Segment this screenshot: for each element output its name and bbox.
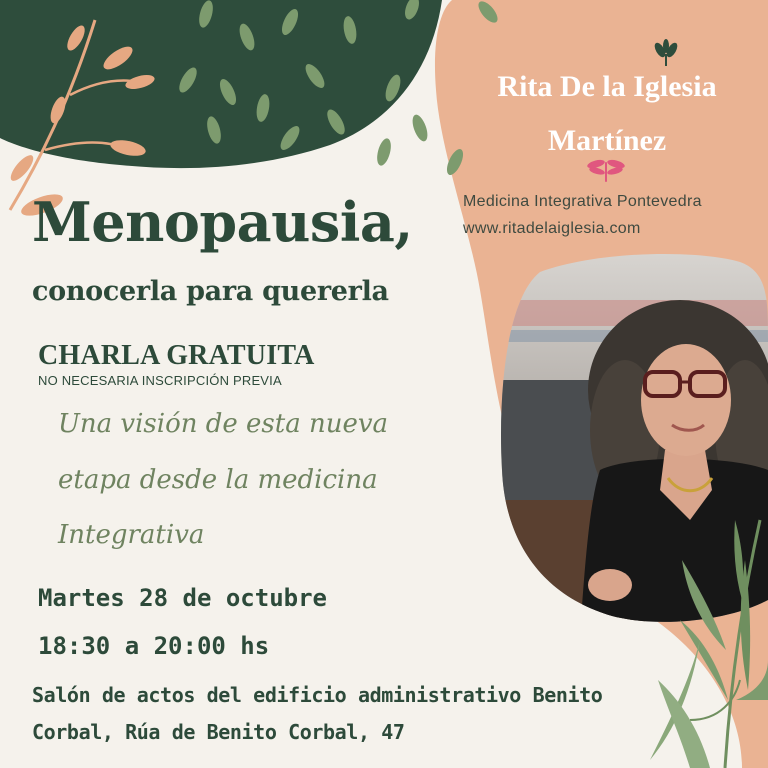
event-time: 18:30 a 20:00 hs: [38, 632, 270, 660]
vision-line: Una visión de esta nueva: [58, 409, 389, 439]
vision-line: Integrativa: [58, 520, 205, 550]
portrait-photo: [495, 245, 768, 635]
author-specialty: Medicina Integrativa Pontevedra: [463, 193, 702, 210]
talk-type: CHARLA GRATUITA: [38, 340, 315, 371]
author-website[interactable]: www.ritadelaiglesia.com: [463, 220, 641, 237]
talk-title: Menopausia,: [32, 190, 413, 254]
event-venue-line2: Corbal, Rúa de Benito Corbal, 47: [32, 720, 405, 744]
talk-subtitle: conocerla para quererla: [32, 276, 389, 307]
author-name-line2: Martínez: [547, 124, 667, 157]
event-date: Martes 28 de octubre: [38, 584, 327, 612]
registration-note: NO NECESARIA INSCRIPCIÓN PREVIA: [38, 373, 282, 388]
vision-line: etapa desde la medicina: [58, 465, 378, 495]
author-name-line1: Rita De la Iglesia: [497, 70, 717, 103]
event-venue-line1: Salón de actos del edificio administrativo Benito: [32, 683, 603, 707]
